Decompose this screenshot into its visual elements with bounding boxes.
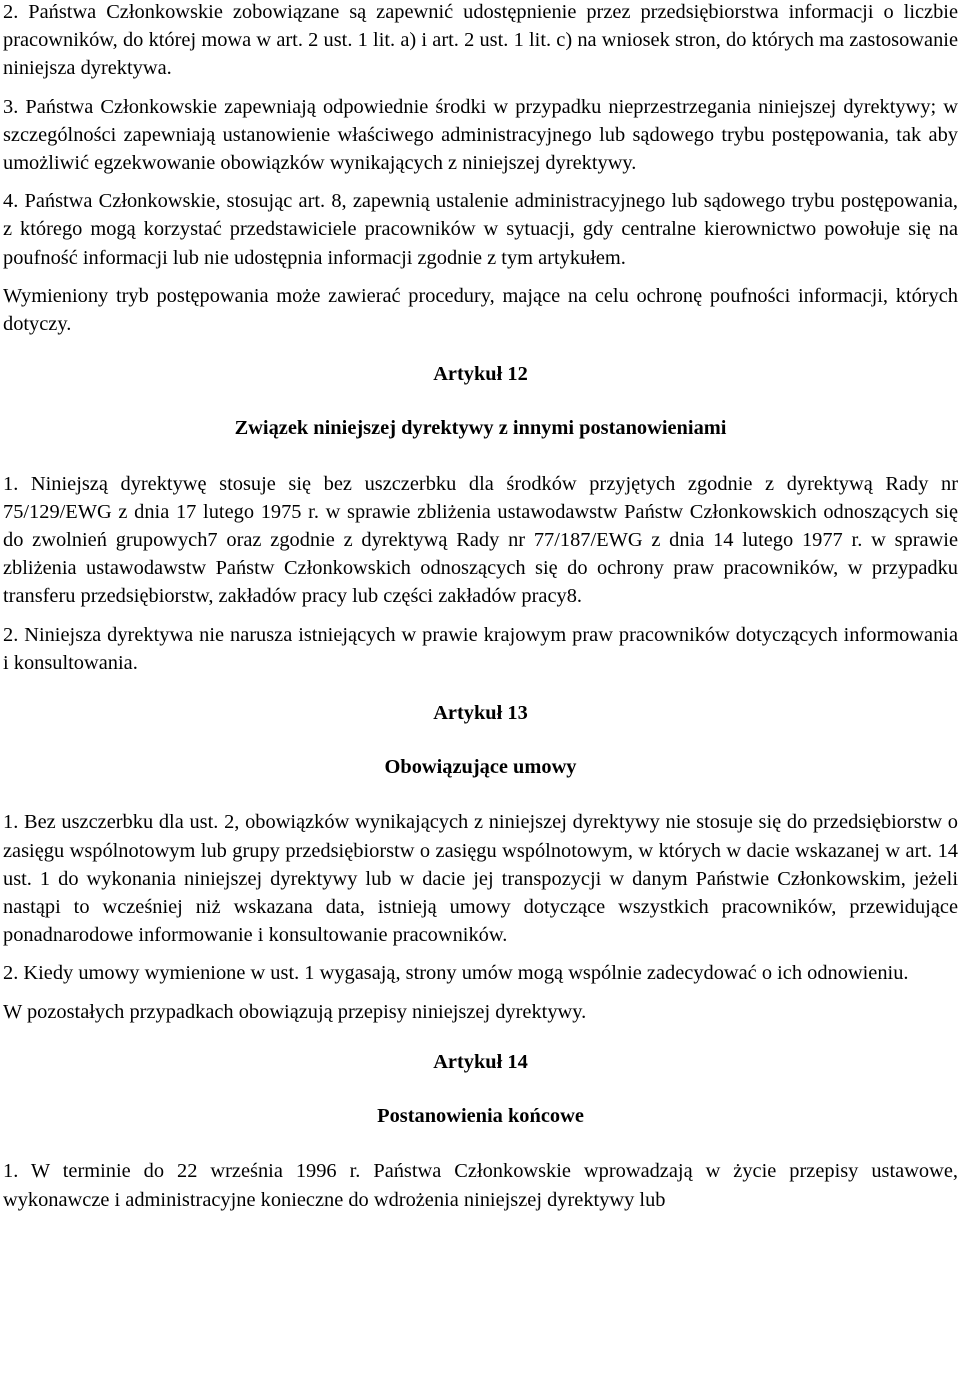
paragraph-art12-1: 1. Niniejszą dyrektywę stosuje się bez uszczerbku dla środków przyjętych zgodnie z dyrektywą Rady nr 75/129/EWG z dnia 17 lutego 1975 r. w sprawie zbliżenia ustawodawstw Państw Członkowskich odnoszących się do zwolnień grupowych7 oraz zgodnie z dyrektywą Rady nr 77/187/EWG z dnia 14 lutego 1977 r. w sprawie zbliżenia ustawodawstw Państw Członkowskich odnoszących się do ochrony praw pracowników, w przypadku transferu przedsiębiorstw, zakładów pracy lub części zakładów pracy8. (3, 472, 958, 608)
paragraph-art13-1: 1. Bez uszczerbku dla ust. 2, obowiązków wynikających z niniejszej dyrektywy nie stosuje się do przedsiębiorstw o zasięgu wspólnotowym lub grupy przedsiębiorstw o zasięgu wspólnotowym, w których w dacie wskazanej w art. 14 ust. 1 do wykonania niniejszej dyrektywy lub w dacie jej transpozycji w danym Państwie Członkowskim, jeżeli nastąpi to wcześniej niż wskazana data, istnieją umowy dotyczące wszystkich pracowników, przewidujące ponadnarodowe informowanie i konsultowanie pracowników. (3, 811, 958, 947)
article-12-title: Związek niniejszej dyrektywy z innymi postanowieniami (234, 417, 727, 440)
document-page (3, 0, 958, 1224)
paragraph-art11-2: 2. Państwa Członkowskie zobowiązane są zapewnić udostępnienie przez przedsiębiorstwa informacji o liczbie pracowników, do której mowa w art. 2 ust. 1 lit. a) i art. 2 ust. 1 lit. c) na wniosek stron, do których ma zastosowanie niniejsza dyrektywa. (3, 1, 958, 80)
paragraph-art13-2-continued: W pozostałych przypadkach obowiązują przepisy niniejszej dyrektywy. (3, 1000, 587, 1023)
article-14-title: Postanowienia końcowe (377, 1105, 584, 1128)
paragraph-art11-4: 4. Państwa Członkowskie, stosując art. 8, zapewnią ustalenie administracyjnego lub sądowego trybu postępowania, z którego mogą korzystać przedstawiciele pracowników w sytuacji, gdy centralne kierownictwo powołuje się na poufność informacji lub nie udostępnia informacji zgodnie z tym artykułem. (3, 190, 958, 269)
article-14-heading: Artykuł 14 (433, 1050, 528, 1073)
article-13-title: Obowiązujące umowy (384, 756, 577, 779)
paragraph-art11-3: 3. Państwa Członkowskie zapewniają odpowiednie środki w przypadku nieprzestrzegania niniejszej dyrektywy; w szczególności zapewniają ustanowienie właściwego administracyjnego lub sądowego trybu postępowania, tak aby umożliwić egzekwowanie obowiązków wynikających z niniejszej dyrektywy. (3, 95, 958, 175)
article-13-heading: Artykuł 13 (433, 702, 528, 725)
paragraph-art11-4-continued: Wymieniony tryb postępowania może zawierać procedury, mające na celu ochronę poufności informacji, których dotyczy. (3, 284, 958, 336)
paragraph-art13-2: 2. Kiedy umowy wymienione w ust. 1 wygasają, strony umów mogą wspólnie zadecydować o ich odnowieniu. (3, 962, 909, 985)
paragraph-art14-1: 1. W terminie do 22 września 1996 r. Państwa Członkowskie wprowadzają w życie przepisy ustawowe, wykonawcze i administracyjne konieczne do wdrożenia niniejszej dyrektywy lub (3, 1160, 958, 1211)
paragraph-art12-2: 2. Niniejsza dyrektywa nie narusza istniejących w prawie krajowym praw pracowników dotyczących informowania i konsultowania. (3, 623, 958, 674)
article-12-heading: Artykuł 12 (433, 363, 528, 386)
